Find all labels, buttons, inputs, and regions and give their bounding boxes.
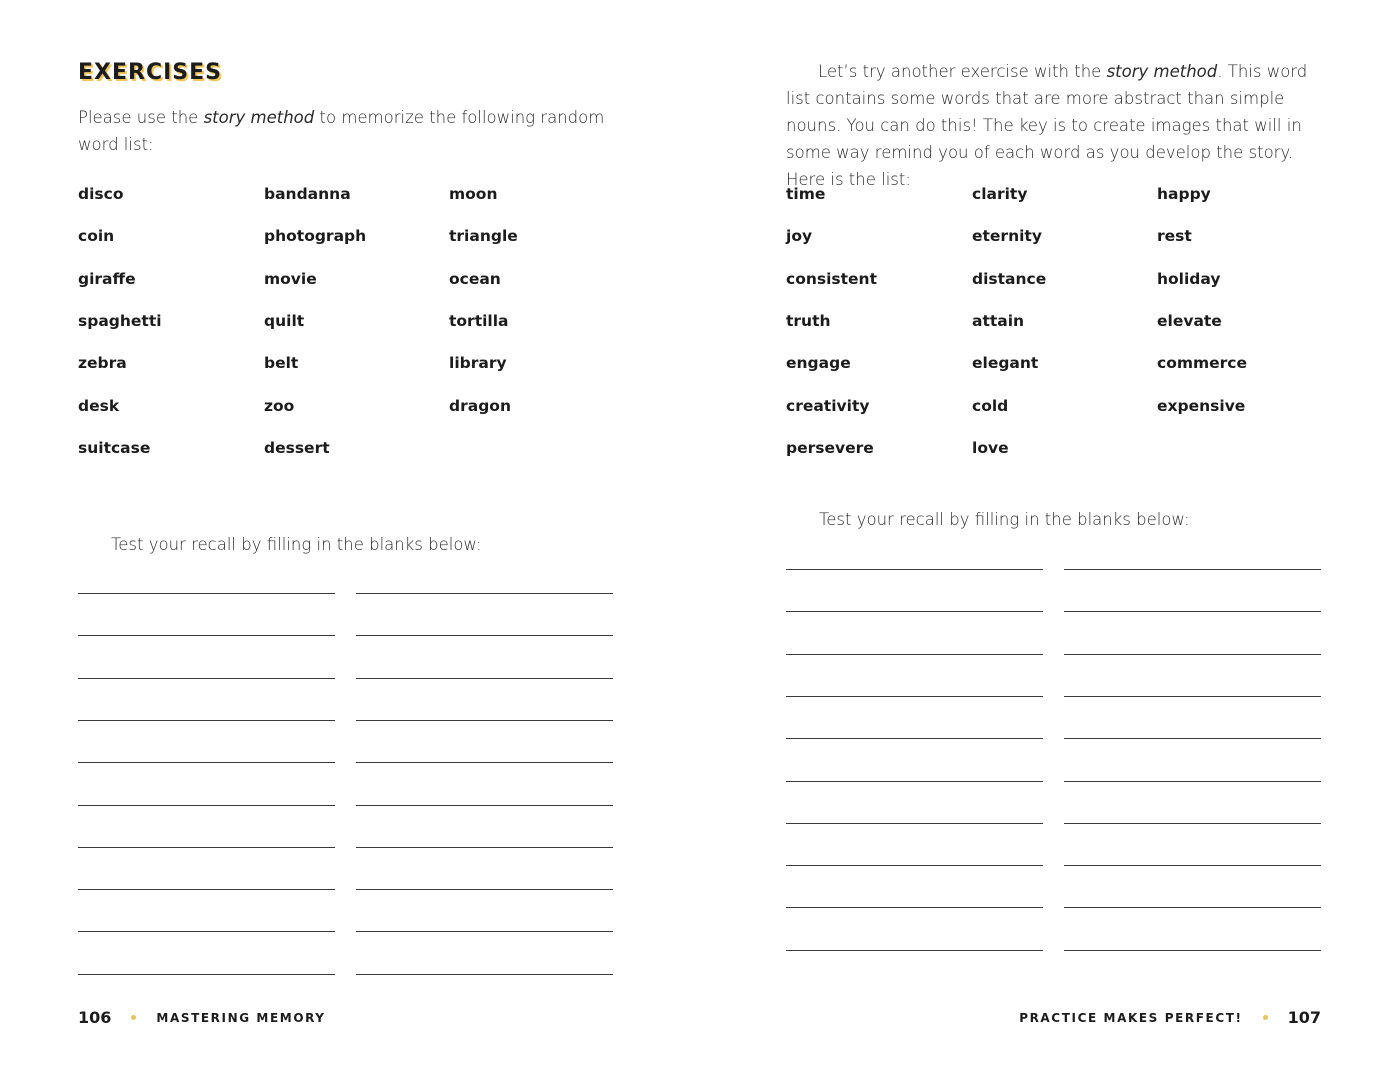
word-item: commerce [1157,354,1247,373]
blank-line[interactable] [356,847,613,848]
word-item: consistent [786,269,878,288]
left-footer [78,1008,326,1027]
blank-line[interactable] [1064,865,1321,866]
word-item: coin [78,227,115,246]
word-item: zoo [264,396,295,415]
blank-line[interactable] [78,762,335,763]
word-item: distance [972,269,1047,288]
word-item: movie [264,269,317,288]
blank-line[interactable] [786,696,1043,697]
word-item: ocean [449,269,501,288]
word-item: photograph [264,227,367,246]
word-item: clarity [972,185,1028,203]
word-item: truth [786,311,831,330]
word-item: happy [1157,185,1211,203]
word-item: dessert [264,438,330,457]
blank-line[interactable] [356,678,613,679]
blank-line[interactable] [786,569,1043,570]
word-item: quilt [264,311,305,330]
blank-line[interactable] [1064,738,1321,739]
exercises-heading: EXERCISES [78,60,223,85]
left-intro-before: Please use the [78,108,204,127]
word-item: belt [264,354,299,373]
page-number: 106 [78,1008,112,1027]
right-intro-before: Let’s try another exercise with the [818,62,1107,81]
separator-dot-icon [1263,1015,1268,1020]
word-item: attain [972,311,1025,330]
word-item: disco [78,185,124,203]
word-item: dragon [449,396,511,415]
blank-line[interactable] [786,781,1043,782]
word-item: suitcase [78,438,151,457]
word-item: creativity [786,396,870,415]
blank-line[interactable] [1064,696,1321,697]
blank-line[interactable] [78,720,335,721]
right-footer [1019,1008,1321,1027]
word-item: elegant [972,354,1039,373]
word-item: spaghetti [78,311,162,330]
blank-line[interactable] [786,738,1043,739]
blank-line[interactable] [356,635,613,636]
blank-line[interactable] [356,593,613,594]
blank-line[interactable] [78,678,335,679]
word-item: zebra [78,354,127,373]
blank-line[interactable] [1064,950,1321,951]
blank-line[interactable] [1064,569,1321,570]
left-test-prompt: Test your recall by filling in the blanks below: [111,535,482,554]
right-intro-paragraph [786,58,1326,193]
word-item: tortilla [449,311,509,330]
blank-line[interactable] [1064,654,1321,655]
blank-line[interactable] [356,889,613,890]
blank-line[interactable] [78,805,335,806]
blank-line[interactable] [1064,781,1321,782]
word-item: desk [78,396,120,415]
word-item: giraffe [78,269,136,288]
blank-line[interactable] [1064,611,1321,612]
word-item: expensive [1157,396,1246,415]
right-intro-emphasis: story method [1106,62,1218,81]
right-test-prompt: Test your recall by filling in the blanks below: [819,510,1190,529]
word-item: eternity [972,227,1042,246]
right-intro-after: . This word list contains some words that are more abstract than simple nouns. You can do this! The key is to create images that will in some way remind you of each word as you develop the story. Here is the list: [786,62,1308,189]
word-item: engage [786,354,851,373]
separator-dot-icon [131,1015,136,1020]
blank-line[interactable] [356,974,613,975]
blank-line[interactable] [786,950,1043,951]
word-item: cold [972,396,1009,415]
word-item: love [972,438,1009,457]
blank-line[interactable] [786,907,1043,908]
blank-line[interactable] [78,889,335,890]
word-item: library [449,354,507,373]
page-number: 107 [1287,1008,1321,1027]
blank-line[interactable] [78,635,335,636]
left-intro-paragraph [78,104,618,158]
word-item: moon [449,185,498,203]
blank-line[interactable] [1064,907,1321,908]
left-intro-after: to memorize the following random word list: [78,108,605,154]
word-item: time [786,185,826,203]
blank-line[interactable] [356,805,613,806]
right-page [700,0,1400,1074]
word-item: rest [1157,227,1192,246]
running-head: PRACTICE MAKES PERFECT! [1019,1010,1243,1025]
blank-line[interactable] [786,654,1043,655]
word-item: persevere [786,438,874,457]
blank-line[interactable] [356,931,613,932]
blank-line[interactable] [786,865,1043,866]
blank-line[interactable] [78,974,335,975]
word-item: triangle [449,227,518,246]
word-item: joy [786,227,813,246]
left-intro-emphasis: story method [203,108,315,127]
blank-line[interactable] [356,762,613,763]
word-item: bandanna [264,185,351,203]
word-item: holiday [1157,269,1221,288]
blank-line[interactable] [786,611,1043,612]
blank-line[interactable] [1064,823,1321,824]
blank-line[interactable] [356,720,613,721]
blank-line[interactable] [78,847,335,848]
word-item: elevate [1157,311,1222,330]
blank-line[interactable] [78,593,335,594]
running-head: MASTERING MEMORY [156,1010,326,1025]
blank-line[interactable] [78,931,335,932]
blank-line[interactable] [786,823,1043,824]
